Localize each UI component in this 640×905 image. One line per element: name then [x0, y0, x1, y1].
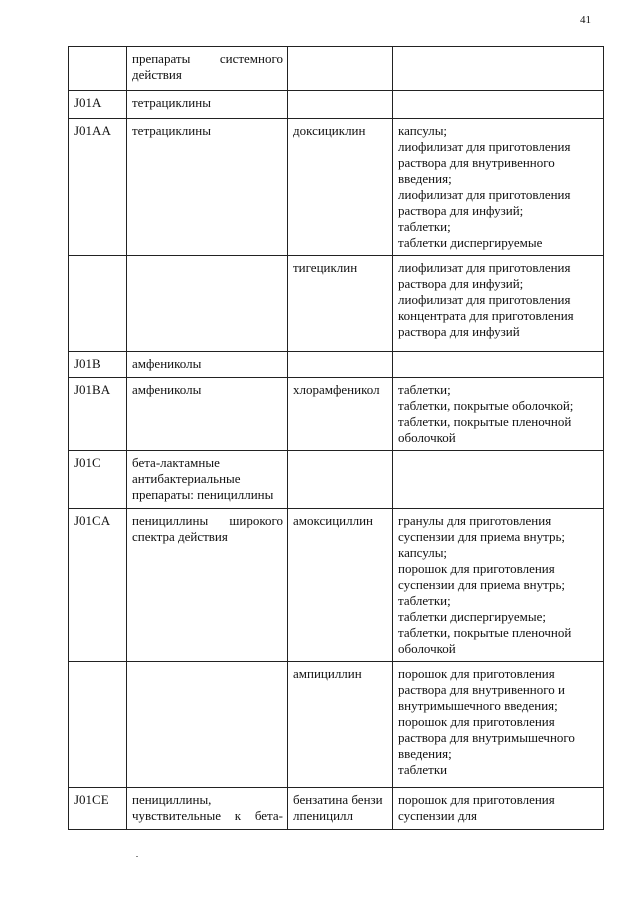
group-name-cell: амфениколы — [127, 352, 288, 378]
table-row — [69, 662, 604, 788]
drug-name-cell: доксициклин — [288, 119, 393, 256]
atc-code-cell: J01A — [69, 91, 127, 119]
atc-code-cell: J01B — [69, 352, 127, 378]
group-name-cell: тетрациклины — [127, 91, 288, 119]
table-row — [69, 509, 604, 662]
dosage-form-cell — [393, 91, 604, 119]
dosage-form-cell: таблетки; таблетки, покрытые оболочкой; таблетки, покрытые пленочной оболочкой — [393, 378, 604, 451]
drug-name-cell — [288, 451, 393, 509]
atc-code-cell: J01CE — [69, 788, 127, 830]
dosage-form-cell: капсулы; лиофилизат для приготовления раствора для внутривенного введения; лиофилизат для приготовления раствора для инфузий; таблетки; таблетки диспергируемые — [393, 119, 604, 256]
drug-name-cell: бензатина бензилпеницилл — [288, 788, 393, 830]
drug-name-cell — [288, 47, 393, 91]
dosage-form-cell: лиофилизат для приготовления раствора для инфузий; лиофилизат для приготовления концентрата для приготовления раствора для инфузий — [393, 256, 604, 352]
atc-code-cell — [69, 47, 127, 91]
page-number: 41 — [580, 14, 591, 26]
table-row — [69, 788, 604, 830]
table-row — [69, 119, 604, 256]
dosage-form-cell: порошок для приготовления суспензии для — [393, 788, 604, 830]
dosage-form-cell: гранулы для приготовления суспензии для приема внутрь; капсулы; порошок для приготовления суспензии для приема внутрь; таблетки; таблетки диспергируемые; таблетки, покрытые пленочной оболочкой — [393, 509, 604, 662]
atc-code-cell — [69, 662, 127, 788]
dosage-form-cell — [393, 451, 604, 509]
group-name-cell: амфениколы — [127, 378, 288, 451]
atc-code-cell: J01CA — [69, 509, 127, 662]
dosage-form-cell — [393, 352, 604, 378]
atc-code-cell: J01C — [69, 451, 127, 509]
table-row — [69, 91, 604, 119]
dosage-form-cell — [393, 47, 604, 91]
group-name-cell: бета-лактамные антибактериальные препараты: пенициллины — [127, 451, 288, 509]
table-row — [69, 378, 604, 451]
drug-name-cell: хлорамфеникол — [288, 378, 393, 451]
group-name-cell: пенициллины, чувствительные к бета- — [127, 788, 288, 830]
drug-name-cell: тигециклин — [288, 256, 393, 352]
atc-code-cell: J01BA — [69, 378, 127, 451]
drug-name-cell: амоксициллин — [288, 509, 393, 662]
table-row — [69, 451, 604, 509]
drug-name-cell — [288, 352, 393, 378]
atc-code-cell: J01AA — [69, 119, 127, 256]
atc-code-cell — [69, 256, 127, 352]
group-name-cell — [127, 662, 288, 788]
group-name-cell: пенициллины широкого спектра действия — [127, 509, 288, 662]
drug-name-cell — [288, 91, 393, 119]
scan-artifact — [136, 856, 138, 857]
group-name-cell — [127, 256, 288, 352]
table-row — [69, 256, 604, 352]
table-row — [69, 47, 604, 91]
drug-name-cell: ампициллин — [288, 662, 393, 788]
group-name-cell: препараты системного действия — [127, 47, 288, 91]
group-name-cell: тетрациклины — [127, 119, 288, 256]
dosage-form-cell: порошок для приготовления раствора для внутривенного и внутримышечного введения; порошок для приготовления раствора для внутримышечного введения; таблетки — [393, 662, 604, 788]
medication-table — [68, 46, 604, 830]
table-row — [69, 352, 604, 378]
